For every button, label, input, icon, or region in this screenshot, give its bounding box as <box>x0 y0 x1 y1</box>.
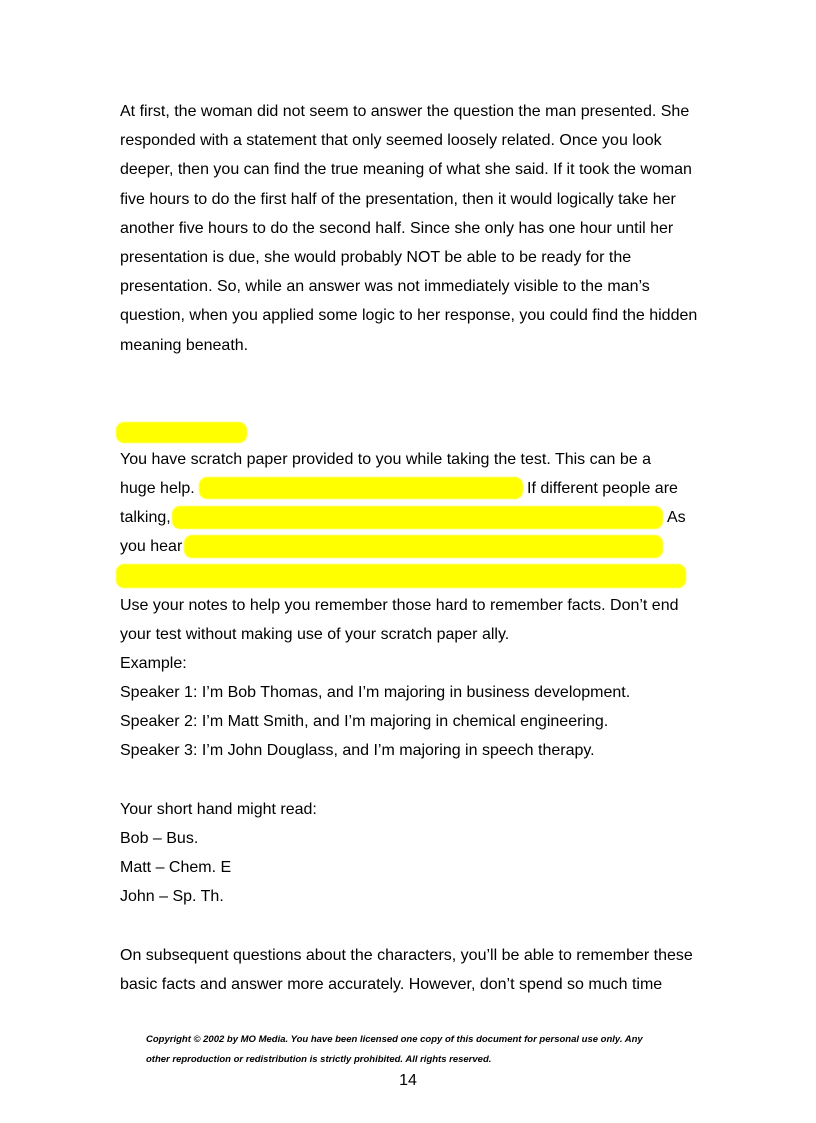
conclusion-line-1: On subsequent questions about the characters, you’ll be able to remember these <box>120 947 693 964</box>
shorthand-intro: Your short hand might read: <box>120 801 317 818</box>
scratch-paper-line-1: You have scratch paper provided to you while taking the test. This can be a <box>120 451 651 468</box>
shorthand-line-2: Matt – Chem. E <box>120 859 232 876</box>
speaker-line-2: Speaker 2: I’m Matt Smith, and I’m majoring in chemical engineering. <box>120 713 609 730</box>
highlight-line4 <box>184 535 663 558</box>
scratch-paper-line-4-start: you hear <box>120 538 183 555</box>
notes-line-1: Use your notes to help you remember those hard to remember facts. Don’t end <box>120 597 679 614</box>
speaker-line-1: Speaker 1: I’m Bob Thomas, and I’m majoring in business development. <box>120 684 631 701</box>
page-number: 14 <box>399 1072 417 1089</box>
copyright-line-1: Copyright © 2002 by MO Media. You have been licensed one copy of this document for personal use only. Any <box>146 1034 643 1045</box>
example-label: Example: <box>120 655 187 672</box>
notes-line-2: your test without making use of your scratch paper ally. <box>120 626 510 643</box>
conclusion-line-2: basic facts and answer more accurately. However, don’t spend so much time <box>120 976 663 993</box>
highlight-line5 <box>116 564 686 588</box>
scratch-paper-line-3-end: As <box>667 509 686 526</box>
speaker-line-3: Speaker 3: I’m John Douglass, and I’m majoring in speech therapy. <box>120 742 595 759</box>
scratch-paper-line-2-start: huge help. <box>120 480 195 497</box>
shorthand-line-3: John – Sp. Th. <box>120 888 224 905</box>
scratch-paper-line-2-end: If different people are <box>527 480 678 497</box>
highlight-line3 <box>172 506 663 529</box>
paragraph-explanation: At first, the woman did not seem to answer the question the man presented. She responded with a statement that only seemed loosely related. Once you look deeper, then you can find the true meaning of what she said. If it took the woman five hours to do the first half of the presentation, then it would logically take her another five hours to do the second half. Since she only has one hour until her presentation is due, she would probably NOT be able to be ready for the presentation. So, while an answer was not immediately visible to the man’s question, when you applied some logic to her response, you could find the hidden meaning beneath. <box>120 103 698 354</box>
highlight-heading <box>116 422 247 443</box>
highlight-line2 <box>199 477 523 499</box>
shorthand-line-1: Bob – Bus. <box>120 830 199 847</box>
scratch-paper-line-3-start: talking, <box>120 509 171 526</box>
copyright-line-2: other reproduction or redistribution is strictly prohibited. All rights reserved. <box>146 1054 492 1065</box>
